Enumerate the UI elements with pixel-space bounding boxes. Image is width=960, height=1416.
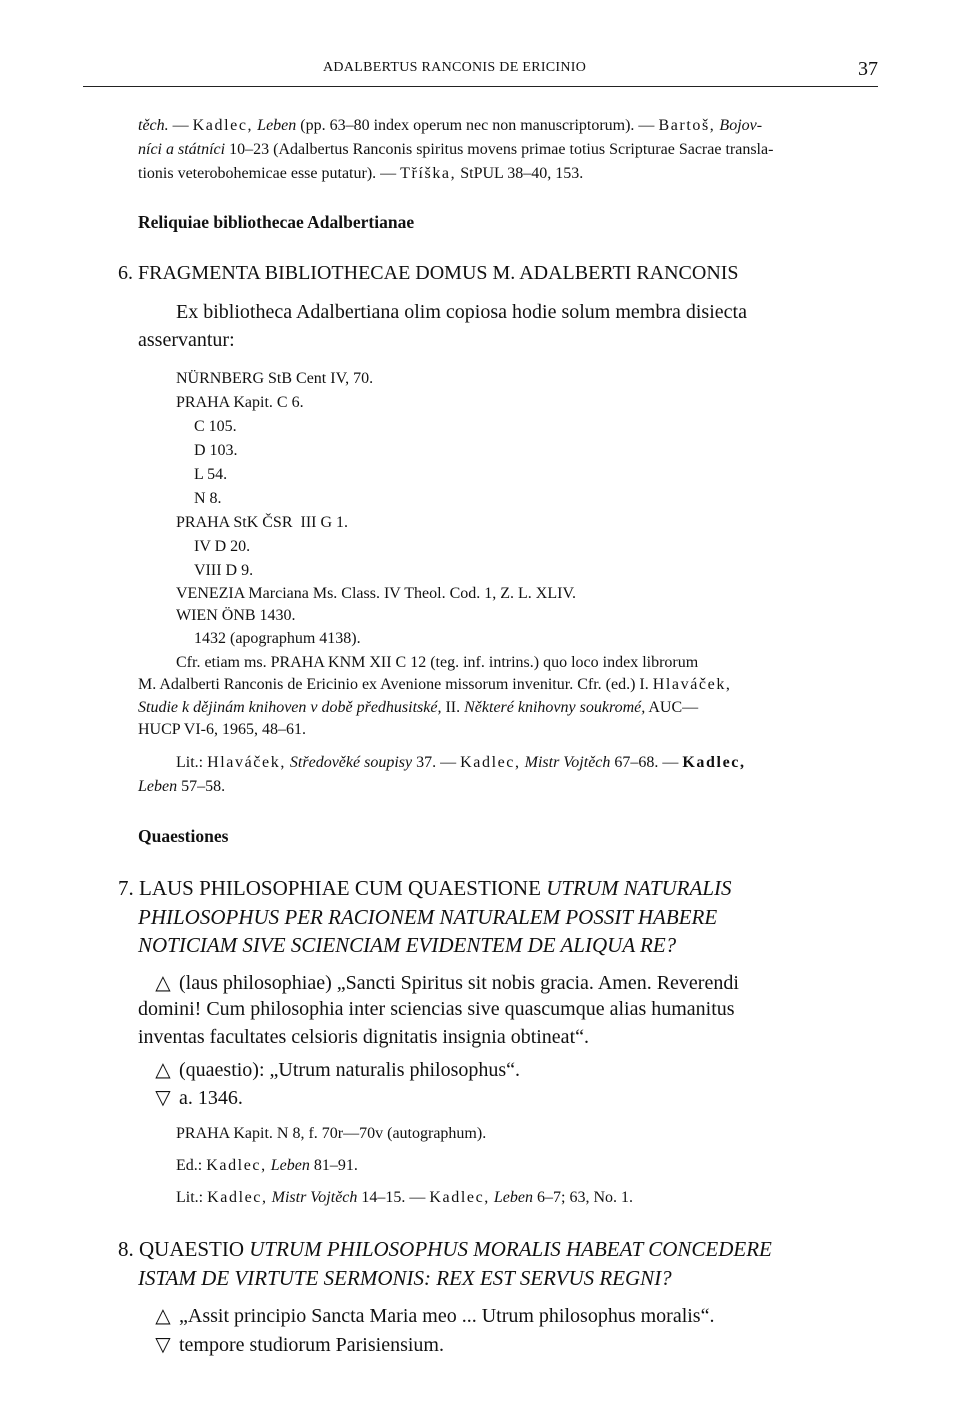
manuscript-item: IV D 20. <box>194 538 251 555</box>
cfr-line-4: HUCP VI-6, 1965, 48–61. <box>138 721 307 738</box>
header-rule <box>83 86 878 87</box>
running-header <box>138 58 878 88</box>
incipit-cont-1: domini! Cum philosophia inter sciencias sive quascumque alias humanitus <box>138 998 735 1020</box>
incipit-line: △ (quaestio): „Utrum naturalis philosophus“. <box>152 1057 520 1082</box>
intro-line-1: těch. — Kadlec, Leben (pp. 63–80 index operum nec non manuscriptorum). — Bartoš, Bojov- <box>138 117 763 134</box>
manuscript-item: VENEZIA Marciana Ms. Class. IV Theol. Cod. 1, Z. L. XLIV. <box>176 585 576 602</box>
incipit-cont-2: inventas facultates celsioris dignitatis insignia obtineat“. <box>138 1026 589 1048</box>
entry-6-desc-2: asservantur: <box>138 329 235 351</box>
entry-8-title-1: 8. QUAESTIO UTRUM PHILOSOPHUS MORALIS HABEAT CONCEDERE <box>118 1237 772 1261</box>
manuscript-item: NÜRNBERG StB Cent IV, 70. <box>176 370 374 387</box>
running-title: ADALBERTUS RANCONIS DE ERICINIO <box>323 60 587 75</box>
manuscript-item: 1432 (apographum 4138). <box>194 630 361 647</box>
cfr-line-2: M. Adalberti Ranconis de Ericinio ex Avenione missorum invenitur. Cfr. (ed.) I. Hlaváček, <box>138 676 732 693</box>
cfr-line-3: Studie k dějinám knihoven v době předhusitské, II. Některé knihovny soukromé, AUC— <box>138 699 699 716</box>
entry-7-title-3: NOTICIAM SIVE SCIENCIAM EVIDENTEM DE ALIQUA RE? <box>138 933 677 957</box>
manuscript-item: PRAHA StK ČSR III G 1. <box>176 514 349 531</box>
incipit-triangle-icon: △ <box>155 1305 171 1327</box>
entry-8-title-2: ISTAM DE VIRTUTE SERMONIS: REX EST SERVUS REGNI? <box>138 1266 672 1290</box>
page-number: 37 <box>858 58 878 80</box>
section-heading-reliquiae: Reliquiae bibliothecae Adalbertianae <box>138 212 415 232</box>
entry-6-title: 6. FRAGMENTA BIBLIOTHECAE DOMUS M. ADALBERTI RANCONIS <box>118 262 739 284</box>
entry-6-lit-1: Lit.: Hlaváček, Středověké soupisy 37. — Kadlec, Mistr Vojtěch 67–68. — Kadlec, <box>176 754 746 771</box>
manuscript-item: L 54. <box>194 466 228 483</box>
explicit-line: ▽ tempore studiorum Parisiensium. <box>152 1332 444 1357</box>
manuscript-item: VIII D 9. <box>194 562 254 579</box>
entry-7-edition: Ed.: Kadlec, Leben 81–91. <box>176 1157 358 1174</box>
incipit-line: △ (laus philosophiae) „Sancti Spiritus sit nobis gracia. Amen. Reverendi <box>152 970 739 995</box>
manuscript-item: WIEN ÖNB 1430. <box>176 607 296 624</box>
entry-7-lit: Lit.: Kadlec, Mistr Vojtěch 14–15. — Kadlec, Leben 6–7; 63, No. 1. <box>176 1189 634 1206</box>
manuscript-item: PRAHA Kapit. C 6. <box>176 394 304 411</box>
intro-line-2: níci a státníci 10–23 (Adalbertus Ranconis spiritus movens primae totius Scripturae Sacrae transla- <box>138 141 774 158</box>
manuscript-item: C 105. <box>194 418 237 435</box>
incipit-triangle-icon: △ <box>155 1059 171 1081</box>
incipit-line: △ „Assit principio Sancta Maria meo ... Utrum philosophus moralis“. <box>152 1303 714 1328</box>
explicit-triangle-icon: ▽ <box>155 1334 171 1356</box>
entry-6-lit-2: Leben 57–58. <box>138 778 226 795</box>
manuscript-item: N 8. <box>194 490 222 507</box>
intro-line-3: tionis veterobohemicae esse putatur). — Tříška, StPUL 38–40, 153. <box>138 165 584 182</box>
entry-7-manuscript: PRAHA Kapit. N 8, f. 70r—70v (autographum). <box>176 1125 487 1142</box>
explicit-line: ▽ a. 1346. <box>152 1085 243 1110</box>
section-heading-quaestiones: Quaestiones <box>138 826 229 846</box>
entry-7-title-2: PHILOSOPHUS PER RACIONEM NATURALEM POSSIT HABERE <box>138 905 718 929</box>
cfr-line-1: Cfr. etiam ms. PRAHA KNM XII C 12 (teg. inf. intrins.) quo loco index librorum <box>176 654 699 671</box>
entry-6-desc-1: Ex bibliotheca Adalbertiana olim copiosa hodie solum membra disiecta <box>176 301 747 323</box>
manuscript-item: D 103. <box>194 442 238 459</box>
explicit-triangle-icon: ▽ <box>155 1087 171 1109</box>
entry-7-title-1: 7. LAUS PHILOSOPHIAE CUM QUAESTIONE UTRUM NATURALIS <box>118 876 732 900</box>
incipit-triangle-icon: △ <box>155 972 171 994</box>
